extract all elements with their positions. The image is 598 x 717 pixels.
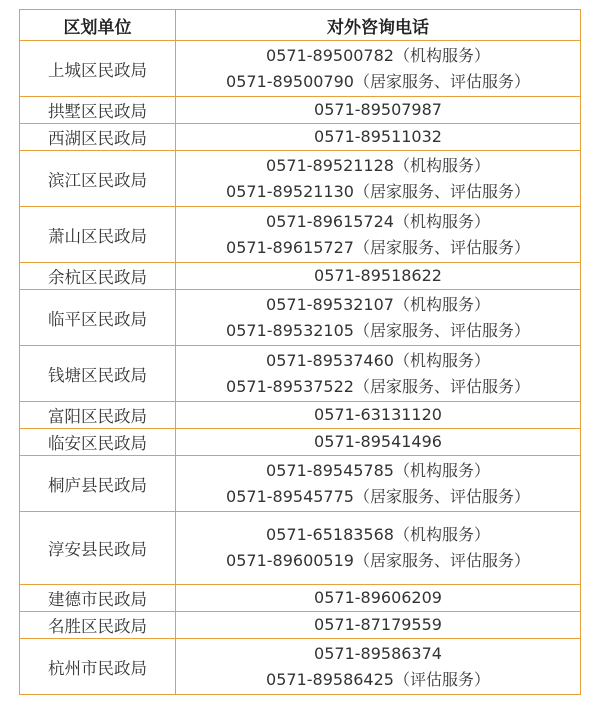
phone-number: 0571-89507987 [314,100,442,119]
phone-cell [176,612,581,639]
phone-cell [176,124,581,151]
phone-cell [176,346,581,402]
phone-number: 0571-89537522（居家服务、评估服务） [226,376,530,396]
phone-number: 0571-89541496 [314,432,442,451]
phone-cell [176,290,581,346]
header-unit: 区划单位 [20,10,176,41]
unit-cell: 富阳区民政局 [20,402,176,429]
phone-number: 0571-89500782（机构服务） [266,45,490,65]
unit-cell: 拱墅区民政局 [20,97,176,124]
phone-number: 0571-89532107（机构服务） [266,294,490,314]
table-row [20,290,581,346]
phone-number: 0571-89606209 [314,588,442,607]
unit-cell: 桐庐县民政局 [20,456,176,512]
phone-number: 0571-63131120 [314,405,442,424]
phone-cell [176,97,581,124]
phone-number: 0571-89532105（居家服务、评估服务） [226,320,530,340]
table-row [20,151,581,207]
phone-number: 0571-87179559 [314,615,442,634]
phone-cell [176,429,581,456]
unit-cell: 萧山区民政局 [20,207,176,263]
unit-cell: 滨江区民政局 [20,151,176,207]
contact-table [19,9,581,695]
table-row [20,124,581,151]
table-row [20,639,581,695]
phone-number: 0571-89518622 [314,266,442,285]
phone-number: 0571-89537460（机构服务） [266,350,490,370]
phone-cell [176,41,581,97]
unit-cell: 临平区民政局 [20,290,176,346]
contact-table-container [19,9,580,695]
phone-cell [176,207,581,263]
phone-cell [176,585,581,612]
unit-cell: 西湖区民政局 [20,124,176,151]
table-row [20,41,581,97]
phone-number: 0571-89511032 [314,127,442,146]
header-phone: 对外咨询电话 [176,10,581,41]
phone-cell [176,151,581,207]
phone-number: 0571-89600519（居家服务、评估服务） [226,551,530,570]
phone-number: 0571-65183568（机构服务） [266,525,490,544]
phone-cell [176,512,581,585]
table-row [20,207,581,263]
phone-number: 0571-89545785（机构服务） [266,460,490,480]
table-body [20,41,581,695]
phone-cell [176,639,581,695]
unit-cell: 淳安县民政局 [20,512,176,585]
unit-cell: 上城区民政局 [20,41,176,97]
table-row [20,456,581,512]
table-row [20,612,581,639]
phone-number: 0571-89586425（评估服务） [266,669,490,689]
phone-number: 0571-89615724（机构服务） [266,211,490,231]
table-row [20,97,581,124]
table-row [20,585,581,612]
table-row [20,346,581,402]
phone-cell [176,402,581,429]
phone-number: 0571-89500790（居家服务、评估服务） [226,71,530,91]
unit-cell: 临安区民政局 [20,429,176,456]
phone-number: 0571-89521128（机构服务） [266,155,490,175]
unit-cell: 杭州市民政局 [20,639,176,695]
phone-cell [176,263,581,290]
table-row [20,263,581,290]
unit-cell: 余杭区民政局 [20,263,176,290]
table-row [20,402,581,429]
unit-cell: 名胜区民政局 [20,612,176,639]
unit-cell: 建德市民政局 [20,585,176,612]
table-row [20,512,581,585]
phone-number: 0571-89615727（居家服务、评估服务） [226,237,530,257]
unit-cell: 钱塘区民政局 [20,346,176,402]
phone-number: 0571-89521130（居家服务、评估服务） [226,181,530,201]
table-header-row [20,10,581,41]
phone-number: 0571-89586374 [314,643,442,663]
phone-number: 0571-89545775（居家服务、评估服务） [226,486,530,506]
phone-cell [176,456,581,512]
table-row [20,429,581,456]
